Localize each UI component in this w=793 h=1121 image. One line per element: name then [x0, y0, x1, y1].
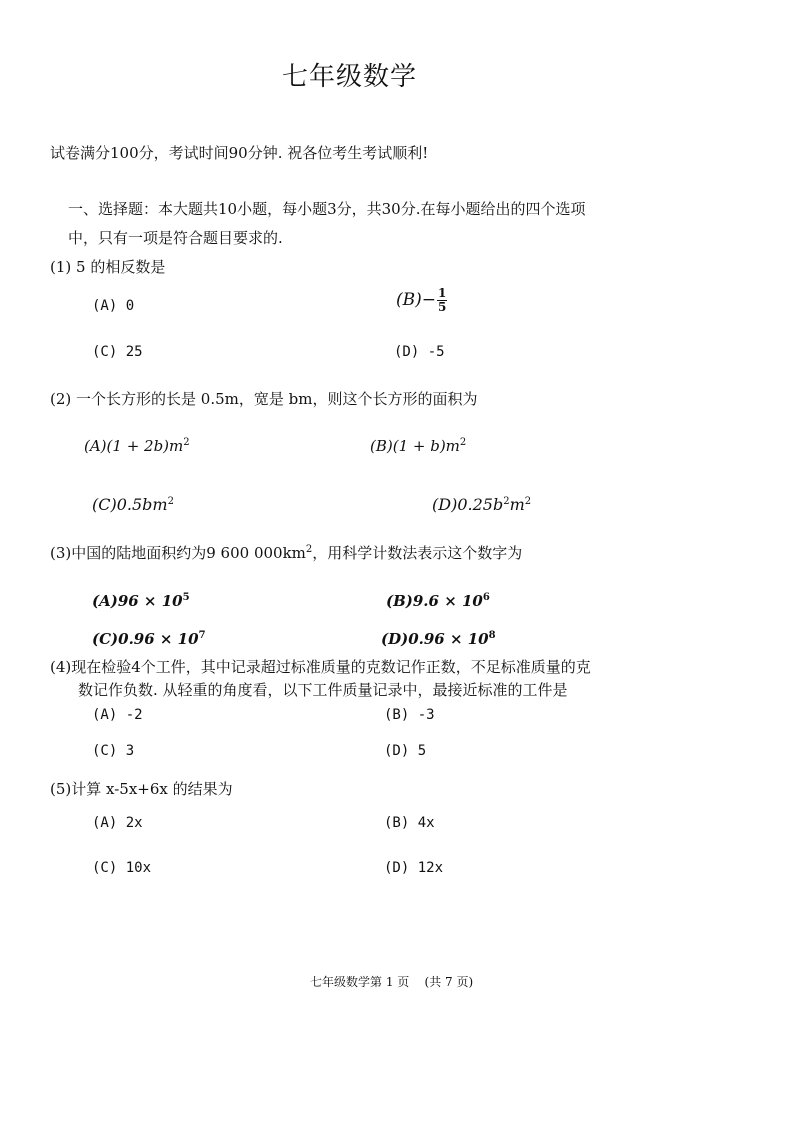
question-3-stem: [50, 542, 522, 563]
exponent: 7: [198, 630, 206, 641]
option-text: (C)0.5bm: [92, 495, 168, 514]
option-text: (D)0.25b: [432, 495, 504, 514]
option-text: (A)96 × 10: [92, 592, 183, 610]
stem-text: ，用科学计数法表示这个数字为: [312, 544, 523, 562]
exponent: 2: [167, 496, 174, 507]
question-5-option-b: (B) 4x: [384, 815, 435, 831]
option-text: (C)0.96 × 10: [92, 630, 199, 648]
exponent: 2: [183, 437, 190, 448]
exponent: 8: [488, 630, 496, 641]
option-b-prefix: (B)−: [396, 290, 437, 310]
question-2-stem: (2) 一个长方形的长是 0.5m，宽是 bm，则这个长方形的面积为: [50, 390, 478, 408]
question-2-option-d: [432, 495, 531, 514]
fraction-numerator: 1: [438, 286, 447, 300]
option-text: (B)(1 + b)m: [370, 437, 460, 455]
question-4-option-d: (D) 5: [384, 743, 427, 759]
exponent: 6: [482, 592, 490, 603]
question-2-option-b: [370, 437, 466, 455]
option-text: (A)(1 + 2b)m: [84, 437, 184, 455]
question-1-option-b: [396, 287, 447, 314]
question-5-option-a: (A) 2x: [92, 815, 143, 831]
question-2-option-a: [84, 437, 190, 455]
fraction-denominator: 5: [438, 300, 447, 314]
question-1-option-d: (D) -5: [394, 344, 445, 360]
exam-intro: 试卷满分100分，考试时间90分钟. 祝各位考生考试顺利!: [50, 144, 429, 162]
option-text: (D)0.96 × 10: [381, 630, 489, 648]
question-2-option-c: [92, 495, 174, 514]
page-footer: 七年级数学第 1 页 (共 7 页): [310, 975, 474, 989]
exponent: 5: [182, 592, 190, 603]
section-instructions-line2: 中，只有一项是符合题目要求的.: [68, 229, 283, 247]
exponent: 2: [524, 496, 532, 507]
question-4-option-b: (B) -3: [384, 707, 435, 723]
question-3-option-a: [92, 592, 190, 610]
question-5-option-c: (C) 10x: [92, 860, 152, 876]
section-instructions-line1: 一、选择题：本大题共10小题，每小题3分，共30分.在每小题给出的四个选项: [68, 200, 586, 218]
question-1-stem: (1) 5 的相反数是: [50, 258, 166, 276]
question-3-option-c: [92, 630, 206, 648]
exponent: 2: [459, 437, 467, 448]
question-1-option-c: (C) 25: [92, 344, 143, 360]
question-5-option-d: (D) 12x: [384, 860, 444, 876]
question-4-option-a: (A) -2: [92, 707, 143, 723]
question-1-option-a: (A) 0: [92, 298, 135, 314]
exponent: 2: [305, 544, 313, 555]
fraction: [437, 287, 447, 314]
option-text: (B)9.6 × 10: [386, 592, 483, 610]
exponent: 2: [503, 496, 510, 507]
question-4-stem-line1: (4)现在检验4个工件，其中记录超过标准质量的克数记作正数，不足标准质量的克: [50, 658, 591, 676]
page-title: 七年级数学: [282, 62, 418, 92]
question-3-option-d: [381, 630, 496, 648]
question-5-stem: (5)计算 x-5x+6x 的结果为: [50, 780, 233, 798]
stem-text: (3)中国的陆地面积约为9 600 000km: [50, 544, 306, 562]
question-4-option-c: (C) 3: [92, 743, 135, 759]
question-4-stem-line2: 数记作负数. 从轻重的角度看，以下工件质量记录中，最接近标准的工件是: [78, 681, 568, 699]
question-3-option-b: [386, 592, 490, 610]
option-text-unit: m: [509, 495, 525, 514]
